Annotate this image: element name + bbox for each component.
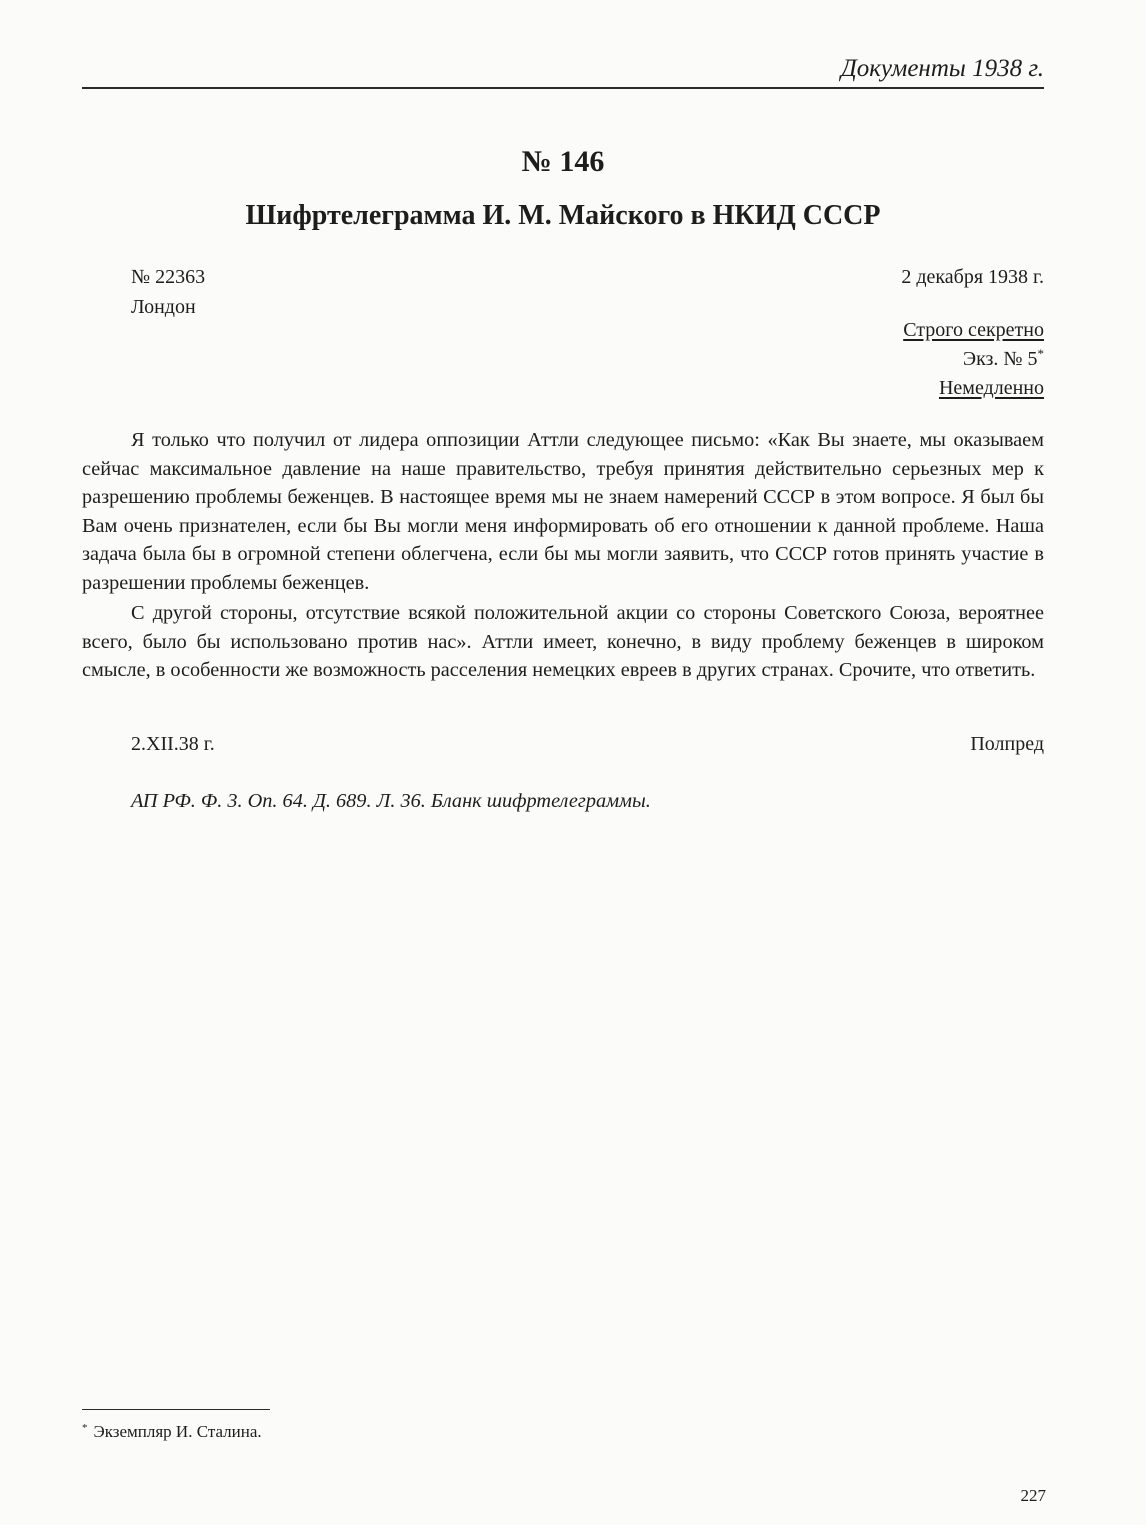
footnote-rule — [82, 1409, 270, 1410]
ref-number: № 22363 — [131, 266, 206, 288]
signature: Полпред — [970, 733, 1044, 755]
document-title: Шифртелеграмма И. М. Майского в НКИД СССР — [245, 200, 881, 231]
body-paragraph: Я только что получил от лидера оппозиции Аттли следующее письмо: «Как Вы знаете, мы оказываем сейчас максимальное давление на наше правительство, требуя принятия действительно серьезных мер к разрешению проблемы беженцев. В настоящее время мы не знаем намерений СССР в этом вопросе. Я был бы Вам очень признателен, если бы Вы могли меня информировать об его отношении к данной проблеме. Наша задача была бы в огромной степени облегчена, если бы мы могли заявить, что СССР готов принять участие в разрешении проблемы беженцев. — [82, 429, 1044, 594]
running-title: Документы 1938 г. — [840, 55, 1044, 82]
urgency: Немедленно — [938, 377, 1044, 399]
copy-line — [903, 345, 1044, 374]
document-date: 2 декабря 1938 г. — [901, 266, 1044, 288]
classification: Строго секретно — [903, 319, 1044, 341]
document-body — [82, 426, 1044, 685]
footnote-text: Экземпляр И. Сталина. — [93, 1422, 262, 1441]
archive-reference: АП РФ. Ф. 3. Оп. 64. Д. 689. Л. 36. Бланк шифртелеграммы. — [131, 790, 651, 812]
copy-footnote-mark: * — [1037, 346, 1044, 361]
footnote — [82, 1420, 262, 1444]
copy-label: Экз. № 5 — [962, 348, 1038, 370]
document-meta-right — [903, 316, 1044, 403]
document-number: № 146 — [521, 145, 605, 178]
page-number: 227 — [1020, 1486, 1046, 1505]
footnote-mark: * — [82, 1422, 88, 1434]
sign-date: 2.XII.38 г. — [131, 733, 215, 755]
body-paragraph: С другой стороны, отсутствие всякой положительной акции со стороны Советского Союза, вероятнее всего, было бы использовано против нас». Аттли имеет, конечно, в виду проблему беженцев в широком смысле, в особенности же возможность расселения немецких евреев в других странах. Срочите, что ответить. — [82, 602, 1044, 681]
place: Лондон — [131, 296, 196, 318]
header-rule — [82, 87, 1044, 89]
document-meta-left — [131, 262, 205, 322]
